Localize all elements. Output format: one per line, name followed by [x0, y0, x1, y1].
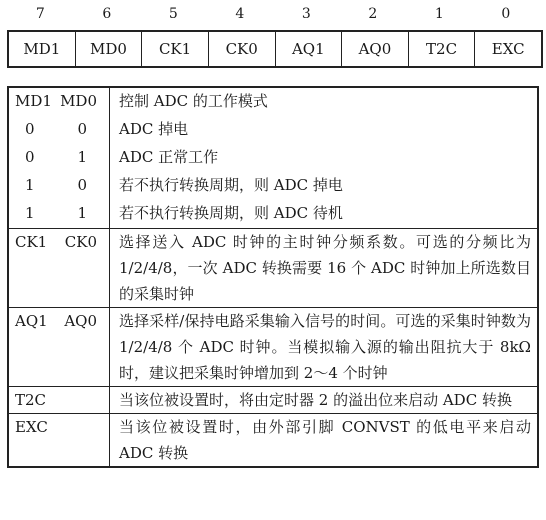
bit-description-table	[7, 86, 539, 468]
desc-cell: ADC 掉电	[119, 120, 189, 138]
table-row	[8, 387, 538, 414]
bit-number-6: 6	[102, 6, 112, 22]
desc-cell: 选择采样/保持电路采集输入信号的时间。可选的采集时钟数为 1/2/4/8 个 ADC 时钟。当模拟输入源的输出阻抗大于 8kΩ 时，建议把采集时钟增加到 2～4 个时钟	[110, 308, 539, 387]
key-ck1: CK1	[15, 233, 48, 251]
key-t2c: T2C	[8, 387, 110, 414]
desc-cell: 当该位被设置时，由外部引脚 CONVST 的低电平来启动 ADC 转换	[110, 414, 539, 468]
bit-field-md1: MD1	[9, 32, 76, 66]
mode-value: 0	[25, 148, 35, 166]
key-exc: EXC	[8, 414, 110, 468]
table-row	[8, 229, 538, 308]
mode-value: 0	[77, 176, 87, 194]
key-ck0: CK0	[64, 233, 97, 251]
table-row	[8, 200, 538, 229]
bit-number-row	[7, 6, 541, 26]
table-row	[8, 172, 538, 200]
bit-number-4: 4	[235, 6, 245, 22]
bit-field-md0: MD0	[76, 32, 143, 66]
bit-field-t2c: T2C	[409, 32, 476, 66]
bit-number-0: 0	[501, 6, 511, 22]
table-row	[8, 116, 538, 144]
desc-cell: 若不执行转换周期，则 ADC 待机	[119, 204, 343, 222]
key-aq1: AQ1	[15, 312, 48, 330]
mode-value: 0	[77, 120, 87, 138]
table-row	[8, 144, 538, 172]
desc-cell: 当该位被设置时，将由定时器 2 的溢出位来启动 ADC 转换	[110, 387, 539, 414]
key-md1: MD1	[15, 92, 52, 110]
bit-field-ck1: CK1	[142, 32, 209, 66]
desc-cell: ADC 正常工作	[119, 148, 219, 166]
bit-number-2: 2	[368, 6, 378, 22]
key-aq0: AQ0	[64, 312, 97, 330]
mode-value: 0	[25, 120, 35, 138]
mode-value: 1	[25, 204, 35, 222]
key-md0: MD0	[60, 92, 97, 110]
bit-field-aq0: AQ0	[342, 32, 409, 66]
bit-field-exc: EXC	[491, 40, 525, 58]
table-row	[8, 87, 538, 116]
bit-number-3: 3	[301, 6, 311, 22]
mode-value: 1	[25, 176, 35, 194]
desc-cell: 选择送入 ADC 时钟的主时钟分频系数。可选的分频比为 1/2/4/8，一次 ADC 转换需要 16 个 ADC 时钟加上所选数目的采集时钟	[110, 229, 539, 308]
mode-value: 1	[77, 204, 87, 222]
bit-number-1: 1	[434, 6, 444, 22]
mode-value: 1	[77, 148, 87, 166]
bit-field-ck0: CK0	[209, 32, 276, 66]
desc-cell: 控制 ADC 的工作模式	[119, 92, 268, 110]
table-row	[8, 308, 538, 387]
key-cell	[8, 87, 110, 116]
bit-number-5: 5	[168, 6, 178, 22]
desc-cell: 若不执行转换周期，则 ADC 掉电	[119, 176, 343, 194]
bit-number-7: 7	[35, 6, 45, 22]
table-row	[8, 414, 538, 468]
register-bit-fields	[7, 30, 543, 68]
bit-field-aq1: AQ1	[276, 32, 343, 66]
